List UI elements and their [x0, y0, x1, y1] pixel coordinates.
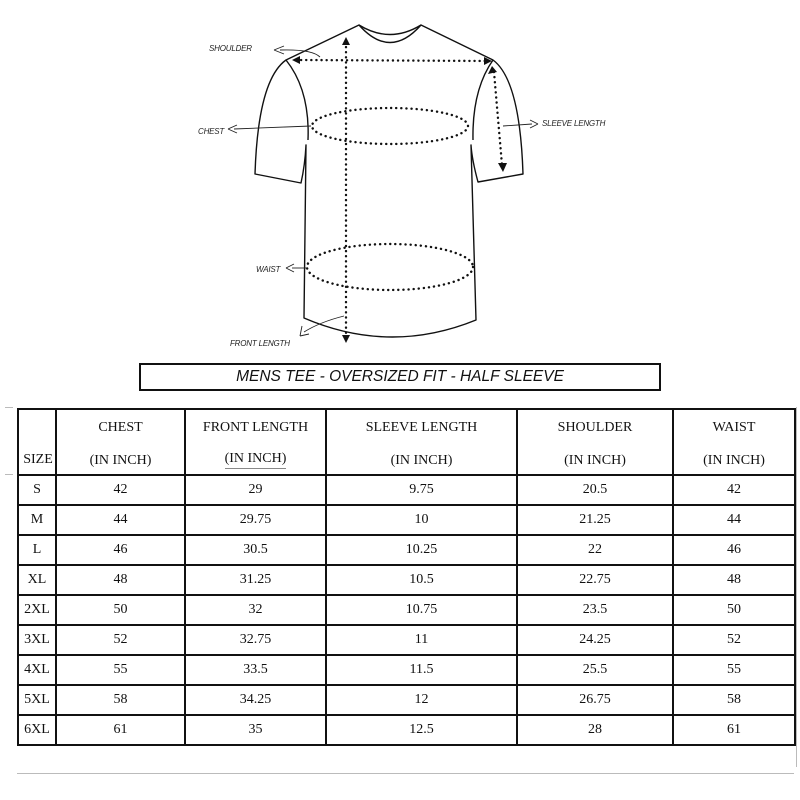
front-length-cell: 31.25: [185, 565, 326, 595]
column-name: FRONT LENGTH: [202, 420, 309, 435]
shoulder-cell: 22: [517, 535, 673, 565]
column-unit: (IN INCH): [225, 451, 287, 469]
sleeve-length-cell: 10: [326, 505, 517, 535]
waist-cell: 50: [673, 595, 795, 625]
front-length-cell: 33.5: [185, 655, 326, 685]
size-column-header: SIZE: [18, 409, 56, 475]
waist-cell: 44: [673, 505, 795, 535]
grid-tick: [5, 407, 13, 408]
size-chart-title-text: MENS TEE - OVERSIZED FIT - HALF SLEEVE: [236, 368, 564, 385]
shoulder-cell: 21.25: [517, 505, 673, 535]
chest-cell: 55: [56, 655, 185, 685]
size-cell: L: [18, 535, 56, 565]
sleeve-length-label: SLEEVE LENGTH: [542, 119, 606, 128]
waist-label: WAIST: [256, 265, 281, 274]
table-row: [18, 535, 795, 565]
table-row: [18, 655, 795, 685]
sleeve-length-column-header: [326, 409, 517, 475]
shoulder-cell: 22.75: [517, 565, 673, 595]
sleeve-length-cell: 11: [326, 625, 517, 655]
shoulder-cell: 23.5: [517, 595, 673, 625]
sleeve-length-cell: 10.25: [326, 535, 517, 565]
chest-cell: 46: [56, 535, 185, 565]
sleeve-length-cell: 12.5: [326, 715, 517, 745]
waist-cell: 58: [673, 685, 795, 715]
waist-cell: 48: [673, 565, 795, 595]
column-unit: (IN INCH): [89, 453, 152, 468]
size-chart-title: [139, 363, 661, 391]
size-cell: 4XL: [18, 655, 56, 685]
chest-cell: 42: [56, 475, 185, 505]
column-name: WAIST: [712, 420, 756, 435]
table-header-row: [18, 409, 795, 475]
front-length-cell: 34.25: [185, 685, 326, 715]
chest-cell: 58: [56, 685, 185, 715]
sleeve-length-cell: 10.5: [326, 565, 517, 595]
waist-cell: 46: [673, 535, 795, 565]
column-unit: (IN INCH): [390, 453, 453, 468]
waist-cell: 55: [673, 655, 795, 685]
column-name: SLEEVE LENGTH: [365, 420, 478, 435]
tshirt-measurement-diagram: [0, 0, 800, 360]
chest-column-header: [56, 409, 185, 475]
table-row: [18, 625, 795, 655]
chest-cell: 48: [56, 565, 185, 595]
chest-cell: 44: [56, 505, 185, 535]
grid-tick: [17, 773, 794, 774]
size-chart-table: [17, 408, 796, 746]
table-row: [18, 685, 795, 715]
shoulder-column-header: [517, 409, 673, 475]
sleeve-length-cell: 11.5: [326, 655, 517, 685]
waist-cell: 52: [673, 625, 795, 655]
shoulder-label: SHOULDER: [209, 44, 252, 53]
front-length-cell: 29.75: [185, 505, 326, 535]
grid-tick: [796, 407, 797, 767]
shoulder-cell: 28: [517, 715, 673, 745]
shoulder-cell: 25.5: [517, 655, 673, 685]
waist-cell: 61: [673, 715, 795, 745]
table-row: [18, 475, 795, 505]
size-cell: S: [18, 475, 56, 505]
chest-cell: 52: [56, 625, 185, 655]
size-cell: 5XL: [18, 685, 56, 715]
sleeve-length-cell: 12: [326, 685, 517, 715]
front-length-cell: 30.5: [185, 535, 326, 565]
shoulder-cell: 24.25: [517, 625, 673, 655]
chest-label: CHEST: [198, 127, 225, 136]
table-row: [18, 715, 795, 745]
sleeve-length-cell: 10.75: [326, 595, 517, 625]
table-row: [18, 565, 795, 595]
waist-column-header: [673, 409, 795, 475]
front-length-cell: 35: [185, 715, 326, 745]
size-cell: 6XL: [18, 715, 56, 745]
front-length-column-header: [185, 409, 326, 475]
chest-cell: 61: [56, 715, 185, 745]
column-name: CHEST: [98, 420, 143, 435]
sleeve-length-cell: 9.75: [326, 475, 517, 505]
chest-cell: 50: [56, 595, 185, 625]
table-row: [18, 595, 795, 625]
size-cell: 3XL: [18, 625, 56, 655]
shoulder-cell: 26.75: [517, 685, 673, 715]
tshirt-outline-icon: [0, 0, 800, 360]
column-unit: (IN INCH): [564, 453, 626, 468]
front-length-cell: 29: [185, 475, 326, 505]
column-name: SHOULDER: [557, 420, 633, 435]
waist-cell: 42: [673, 475, 795, 505]
shoulder-cell: 20.5: [517, 475, 673, 505]
grid-tick: [5, 474, 13, 475]
size-cell: 2XL: [18, 595, 56, 625]
front-length-cell: 32: [185, 595, 326, 625]
column-unit: (IN INCH): [703, 453, 765, 468]
size-cell: XL: [18, 565, 56, 595]
front-length-label: FRONT LENGTH: [230, 339, 290, 348]
size-cell: M: [18, 505, 56, 535]
front-length-cell: 32.75: [185, 625, 326, 655]
table-row: [18, 505, 795, 535]
